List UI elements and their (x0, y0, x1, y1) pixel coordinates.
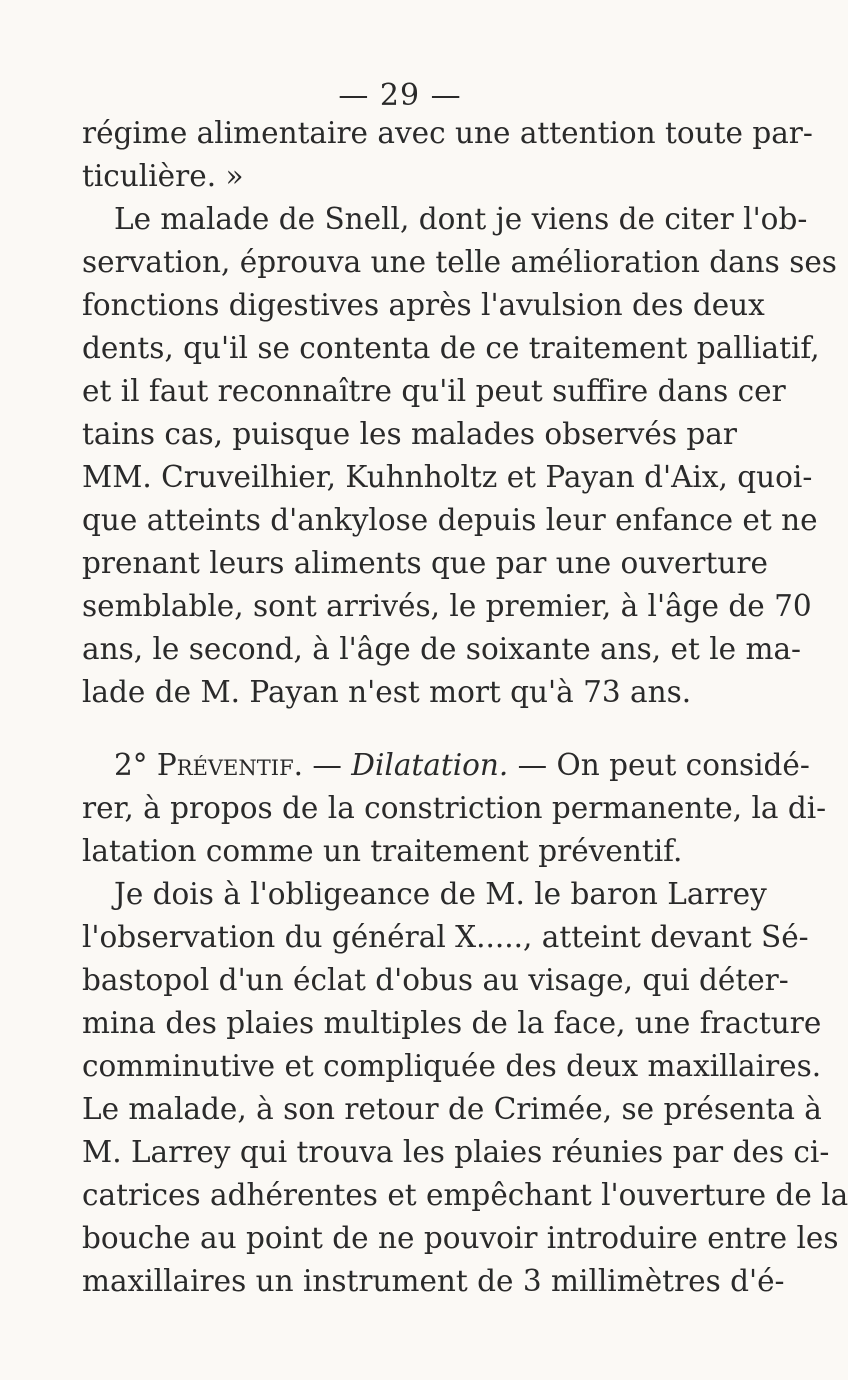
text-line: Le malade de Snell, dont je viens de citer l'ob- (114, 202, 808, 236)
section-heading: Préventif. (156, 748, 304, 782)
text-line: Le malade, à son retour de Crimée, se présenta à (82, 1092, 822, 1126)
text-line: rer, à propos de la constriction permanente, la di- (82, 791, 827, 825)
text-line: ans, le second, à l'âge de soixante ans, et le ma- (82, 632, 802, 666)
text-line: Je dois à l'obligeance de M. le baron Larrey (114, 877, 767, 911)
text-line: M. Larrey qui trouva les plaies réunies par des ci- (82, 1135, 830, 1169)
text-line: catrices adhérentes et empêchant l'ouverture de la (82, 1178, 848, 1212)
text-line: mina des plaies multiples de la face, une fracture (82, 1006, 822, 1040)
text-line: et il faut reconnaître qu'il peut suffire dans cer (82, 374, 786, 408)
dash: — (303, 748, 352, 782)
text-line: dents, qu'il se contenta de ce traitement palliatif, (82, 331, 820, 365)
text-line: bastopol d'un éclat d'obus au visage, qui déter- (82, 963, 789, 997)
text-line: l'observation du général X....., atteint devant Sé- (82, 920, 809, 954)
text-line: que atteints d'ankylose depuis leur enfance et ne (82, 503, 818, 537)
text-line: régime alimentaire avec une attention toute par- (82, 116, 813, 150)
section-number: 2° (114, 748, 157, 782)
text-line: prenant leurs aliments que par une ouverture (82, 546, 768, 580)
text-line: maxillaires un instrument de 3 millimètres d'é- (82, 1264, 785, 1298)
text-line: tains cas, puisque les malades observés par (82, 417, 737, 451)
paragraph-gap (82, 714, 732, 744)
text-line: ticulière. » (82, 159, 244, 193)
section-text: — On peut considé- (508, 748, 810, 782)
text-line: fonctions digestives après l'avulsion des deux (82, 288, 765, 322)
page-number: — 29 — (338, 78, 462, 113)
text-line: comminutive et compliquée des deux maxillaires. (82, 1049, 822, 1083)
section-subheading: Dilatation. (351, 748, 509, 782)
text-line: MM. Cruveilhier, Kuhnholtz et Payan d'Aix, quoi- (82, 460, 813, 494)
text-line: bouche au point de ne pouvoir introduire entre les (82, 1221, 839, 1255)
text-line: semblable, sont arrivés, le premier, à l'âge de 70 (82, 589, 812, 623)
section-heading-line (82, 744, 810, 787)
body-text (82, 112, 848, 1303)
text-line: latation comme un traitement préventif. (82, 834, 683, 868)
text-line: servation, éprouva une telle amélioration dans ses (82, 245, 837, 279)
text-line: lade de M. Payan n'est mort qu'à 73 ans. (82, 675, 692, 709)
